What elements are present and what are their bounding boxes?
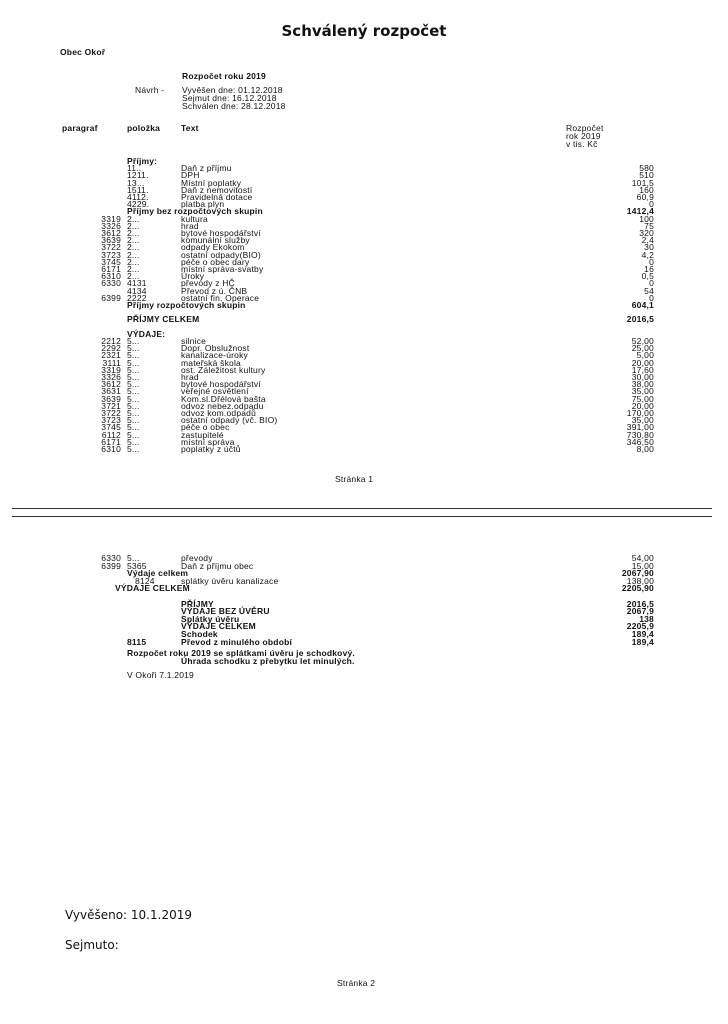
row-text: Daň z příjmu obec xyxy=(181,560,254,571)
row-text: odvoz nebez.odpadu xyxy=(181,400,264,411)
row-value: 346,50 xyxy=(626,436,654,447)
row-value: 580 xyxy=(639,163,654,174)
row-polozka: 2... xyxy=(127,256,140,267)
row-paragraf: 6310 xyxy=(101,271,121,282)
page2-footer: Stránka 2 xyxy=(337,978,376,988)
row-text: PŘÍJMY xyxy=(181,598,214,609)
header-budget-2: rok 2019 xyxy=(566,131,601,141)
row-value: 730,80 xyxy=(626,429,654,440)
row-polozka: 2... xyxy=(127,271,140,282)
row-polozka: 5365 xyxy=(127,560,147,571)
row-value: 38,00 xyxy=(631,379,654,390)
row-text: zastupitelé xyxy=(181,429,224,440)
row-polozka: 2... xyxy=(127,264,140,274)
row-polozka: 2... xyxy=(127,242,140,253)
row-value: 5,00 xyxy=(636,350,654,361)
row-value: 0 xyxy=(649,292,654,303)
date-approved: Schválen dne: 28.12.2018 xyxy=(182,101,286,111)
conclusion-line-2: Úhrada schodku z přebytku let minulých. xyxy=(181,656,355,666)
row-paragraf: 3319 xyxy=(101,364,121,375)
row-paragraf: 3723 xyxy=(101,415,121,426)
municipality-name: Obec Okoř xyxy=(60,47,106,57)
row-paragraf: 6112 xyxy=(101,429,121,440)
row-value: 138 xyxy=(639,613,654,624)
row-polozka: 5... xyxy=(127,350,140,361)
row-polozka: 5... xyxy=(127,364,140,375)
row-polozka: 2222 xyxy=(127,292,147,303)
header-paragraf: paragraf xyxy=(62,123,98,133)
row-text: převody xyxy=(181,553,213,563)
row-value: 100 xyxy=(639,213,654,224)
row-text: Úroky xyxy=(181,271,205,282)
row-value: 320 xyxy=(639,228,654,238)
row-polozka: VÝDAJE CELKEM xyxy=(115,583,190,594)
row-text: ostatní odpady(BIO) xyxy=(181,249,261,260)
row-polozka: 4112. xyxy=(127,192,149,202)
row-text: Místní poplatky xyxy=(181,177,242,188)
row-text: Daň z příjmu xyxy=(181,163,232,174)
row-polozka: 5... xyxy=(127,393,140,404)
row-value: 75 xyxy=(644,220,654,231)
row-text: VÝDAJE CELKEM xyxy=(181,621,256,632)
row-paragraf: 3631 xyxy=(101,386,121,397)
row-value: 2016,5 xyxy=(626,314,654,325)
table-row xyxy=(0,445,728,454)
row-value: 54 xyxy=(644,285,654,296)
row-text: péče o obec xyxy=(181,422,230,433)
row-paragraf: 3319 xyxy=(101,213,121,224)
row-value: 391,00 xyxy=(626,422,654,433)
row-polozka: 5... xyxy=(127,372,140,382)
row-text: odvoz kom.odpadů xyxy=(181,408,257,418)
row-text: kultura xyxy=(181,213,208,224)
row-value: 0 xyxy=(649,199,654,210)
row-value: 138,00 xyxy=(626,575,654,586)
row-polozka: PŘÍJMY CELKEM xyxy=(127,314,200,325)
row-text: místní správa xyxy=(181,436,235,447)
row-value: 30,00 xyxy=(631,372,654,382)
row-polozka: 5... xyxy=(127,386,140,397)
row-value: 160 xyxy=(639,184,654,195)
row-value: 0,5 xyxy=(641,271,654,282)
row-paragraf: 6399 xyxy=(101,292,121,303)
row-text: VÝDAJE BEZ ÚVĚRU xyxy=(181,606,270,617)
row-value: 60,9 xyxy=(636,192,654,202)
header-text: Text xyxy=(181,123,199,133)
row-text: poplatky z účtů xyxy=(181,444,241,454)
row-text: Dopr. Obslužnost xyxy=(181,343,250,354)
row-value: 16 xyxy=(644,264,654,274)
row-polozka: 5... xyxy=(127,357,140,368)
row-text: Schodek xyxy=(181,629,218,639)
row-paragraf: 2212 xyxy=(101,336,121,346)
row-value: 20,00 xyxy=(631,400,654,411)
row-text: hrad xyxy=(181,372,199,382)
row-polozka: 5... xyxy=(127,415,140,426)
row-value: 25,00 xyxy=(631,343,654,354)
removed-note: Sejmuto: xyxy=(65,938,119,952)
row-text: odpady Ekokom xyxy=(181,242,245,253)
row-text: splátky úvěru kanalizace xyxy=(181,575,279,586)
page-separator-top xyxy=(12,508,712,509)
row-text: kanalizace-úroky xyxy=(181,350,248,361)
row-paragraf: 2292 xyxy=(101,343,121,354)
row-value: 20,00 xyxy=(631,357,654,368)
row-polozka: 5... xyxy=(127,408,140,418)
date-posted: Vyvěšen dne: 01.12.2018 xyxy=(182,85,283,95)
row-value: 4,2 xyxy=(641,249,654,260)
row-value: 0 xyxy=(649,256,654,267)
row-value: 189,4 xyxy=(631,629,654,639)
row-text: péče o obec dary xyxy=(181,256,250,267)
conclusion-line-1: Rozpočet roku 2019 se splátkami úvěru je schodkový. xyxy=(127,648,355,658)
row-value: 54,00 xyxy=(631,553,654,563)
row-value: 17,60 xyxy=(631,364,654,375)
row-paragraf: 6171 xyxy=(101,264,121,274)
row-text: Pravidelná dotace xyxy=(181,192,253,202)
row-text: silnice xyxy=(181,336,207,346)
header-polozka: položka xyxy=(127,123,161,133)
row-paragraf: 3722 xyxy=(101,408,121,418)
draft-label: Návrh - xyxy=(135,85,165,95)
row-value: 2205,90 xyxy=(621,583,654,594)
row-polozka: 5... xyxy=(127,400,140,411)
row-polozka: 4134 xyxy=(127,285,147,296)
row-polozka: 5... xyxy=(127,444,140,454)
row-value: 510 xyxy=(639,170,654,181)
header-budget-3: v tis. Kč xyxy=(566,139,598,149)
row-text: Převod z ú. ČNB xyxy=(181,285,248,296)
row-paragraf: 3722 xyxy=(101,242,121,253)
row-polozka: 1511. xyxy=(127,184,149,195)
row-paragraf: 3639 xyxy=(101,393,121,404)
row-value: 1412,4 xyxy=(626,206,654,217)
row-text: ostatní odpady (vč. BIO) xyxy=(181,415,278,426)
row-paragraf: 6330 xyxy=(101,553,121,563)
row-text: bytové hospodářství xyxy=(181,228,261,238)
row-polozka: 2... xyxy=(127,235,140,246)
row-value: 604,1 xyxy=(631,300,654,310)
row-paragraf: 3326 xyxy=(101,372,121,382)
row-polozka: 1211. xyxy=(127,170,149,181)
row-value: 170,00 xyxy=(626,408,654,418)
row-text: Kom.sl.Dřélová bašta xyxy=(181,393,266,404)
row-paragraf: 6310 xyxy=(101,444,121,454)
row-value: 15,00 xyxy=(631,560,654,571)
place-date: V Okoři 7.1.2019 xyxy=(127,670,194,680)
row-polozka: 5... xyxy=(127,429,140,440)
row-value: 2205,9 xyxy=(626,621,654,632)
row-text: převody z HČ xyxy=(181,278,235,289)
row-polozka: 11.. xyxy=(127,163,142,174)
row-value: 52,00 xyxy=(631,336,654,346)
row-paragraf: 3639 xyxy=(101,235,121,246)
header-budget-1: Rozpočet xyxy=(566,123,604,133)
row-paragraf: 6171 xyxy=(101,436,121,447)
row-text: ostatní fin. Operace xyxy=(181,292,260,303)
row-value: 35,00 xyxy=(631,415,654,426)
row-text: komunální služby xyxy=(181,235,250,246)
row-text: DPH xyxy=(181,170,200,181)
row-text: Splátky úvěru xyxy=(181,613,240,624)
row-paragraf: 3745 xyxy=(101,256,121,267)
row-polozka: 5... xyxy=(127,379,140,390)
row-text: bytové hospodářství xyxy=(181,379,261,390)
row-value: 2067,9 xyxy=(626,606,654,617)
row-paragraf: 3612 xyxy=(101,379,121,390)
row-value: 2016,5 xyxy=(626,598,654,609)
row-text: ost. Záležitost kultury xyxy=(181,364,266,375)
row-value: 75,00 xyxy=(631,393,654,404)
row-polozka: Příjmy: xyxy=(127,156,158,166)
row-paragraf: 3326 xyxy=(101,220,121,231)
row-paragraf: 2321 xyxy=(101,350,121,361)
row-paragraf: 3721 xyxy=(101,400,121,411)
row-polozka: 5... xyxy=(127,436,140,447)
row-text: veřejné osvětlení xyxy=(181,386,249,397)
row-polozka: 5... xyxy=(127,553,140,563)
row-text: Převod z minulého období xyxy=(181,636,293,647)
page-title: Schválený rozpočet xyxy=(281,22,447,40)
date-removed: Sejmut dne: 16.12.2018 xyxy=(182,93,277,103)
row-text: místní správa-svatby xyxy=(181,264,264,274)
row-text: Daň z nemovitostí xyxy=(181,184,253,195)
row-text: platba plyn xyxy=(181,199,225,210)
row-polozka: Příjmy bez rozpočtových skupin xyxy=(127,206,263,217)
page-separator-bottom xyxy=(12,516,712,517)
row-value: 0 xyxy=(649,278,654,289)
table-row xyxy=(0,638,728,647)
row-polozka: Výdaje celkem xyxy=(127,568,189,579)
row-paragraf: 6330 xyxy=(101,278,121,289)
row-polozka: 2... xyxy=(127,228,140,238)
row-paragraf: 6399 xyxy=(101,560,121,571)
row-polozka: 4131 xyxy=(127,278,147,289)
row-value: 30 xyxy=(644,242,654,253)
row-polozka: VÝDAJE: xyxy=(127,328,166,339)
row-value: 101,5 xyxy=(631,177,654,188)
row-polozka: 13... xyxy=(127,177,145,188)
row-polozka: 8124 xyxy=(135,575,155,586)
row-polozka: 2... xyxy=(127,249,140,260)
row-polozka: Příjmy rozpočtových skupin xyxy=(127,300,246,310)
page1-footer: Stránka 1 xyxy=(335,474,374,484)
row-value: 35,00 xyxy=(631,386,654,397)
row-paragraf: 3745 xyxy=(101,422,121,433)
row-polozka: 5... xyxy=(127,422,140,433)
row-value: 189,4 xyxy=(631,636,654,647)
row-polozka: 4229. xyxy=(127,199,150,210)
budget-year-title: Rozpočet roku 2019 xyxy=(182,71,266,81)
row-polozka: 5... xyxy=(127,343,140,354)
row-text: mateřská škola xyxy=(181,357,241,368)
row-value: 8,00 xyxy=(636,444,654,454)
row-value: 2,4 xyxy=(641,235,654,246)
row-polozka: 8115 xyxy=(127,636,147,647)
row-value: 2067,90 xyxy=(621,568,654,579)
row-polozka: 2... xyxy=(127,220,140,231)
row-polozka: 2... xyxy=(127,213,140,224)
row-polozka: 5... xyxy=(127,336,140,346)
posted-note: Vyvěšeno: 10.1.2019 xyxy=(65,908,192,922)
row-text: hrad xyxy=(181,220,199,231)
row-paragraf: 3723 xyxy=(101,249,121,260)
row-paragraf: 3111 xyxy=(102,357,121,368)
row-paragraf: 3612 xyxy=(101,228,121,238)
